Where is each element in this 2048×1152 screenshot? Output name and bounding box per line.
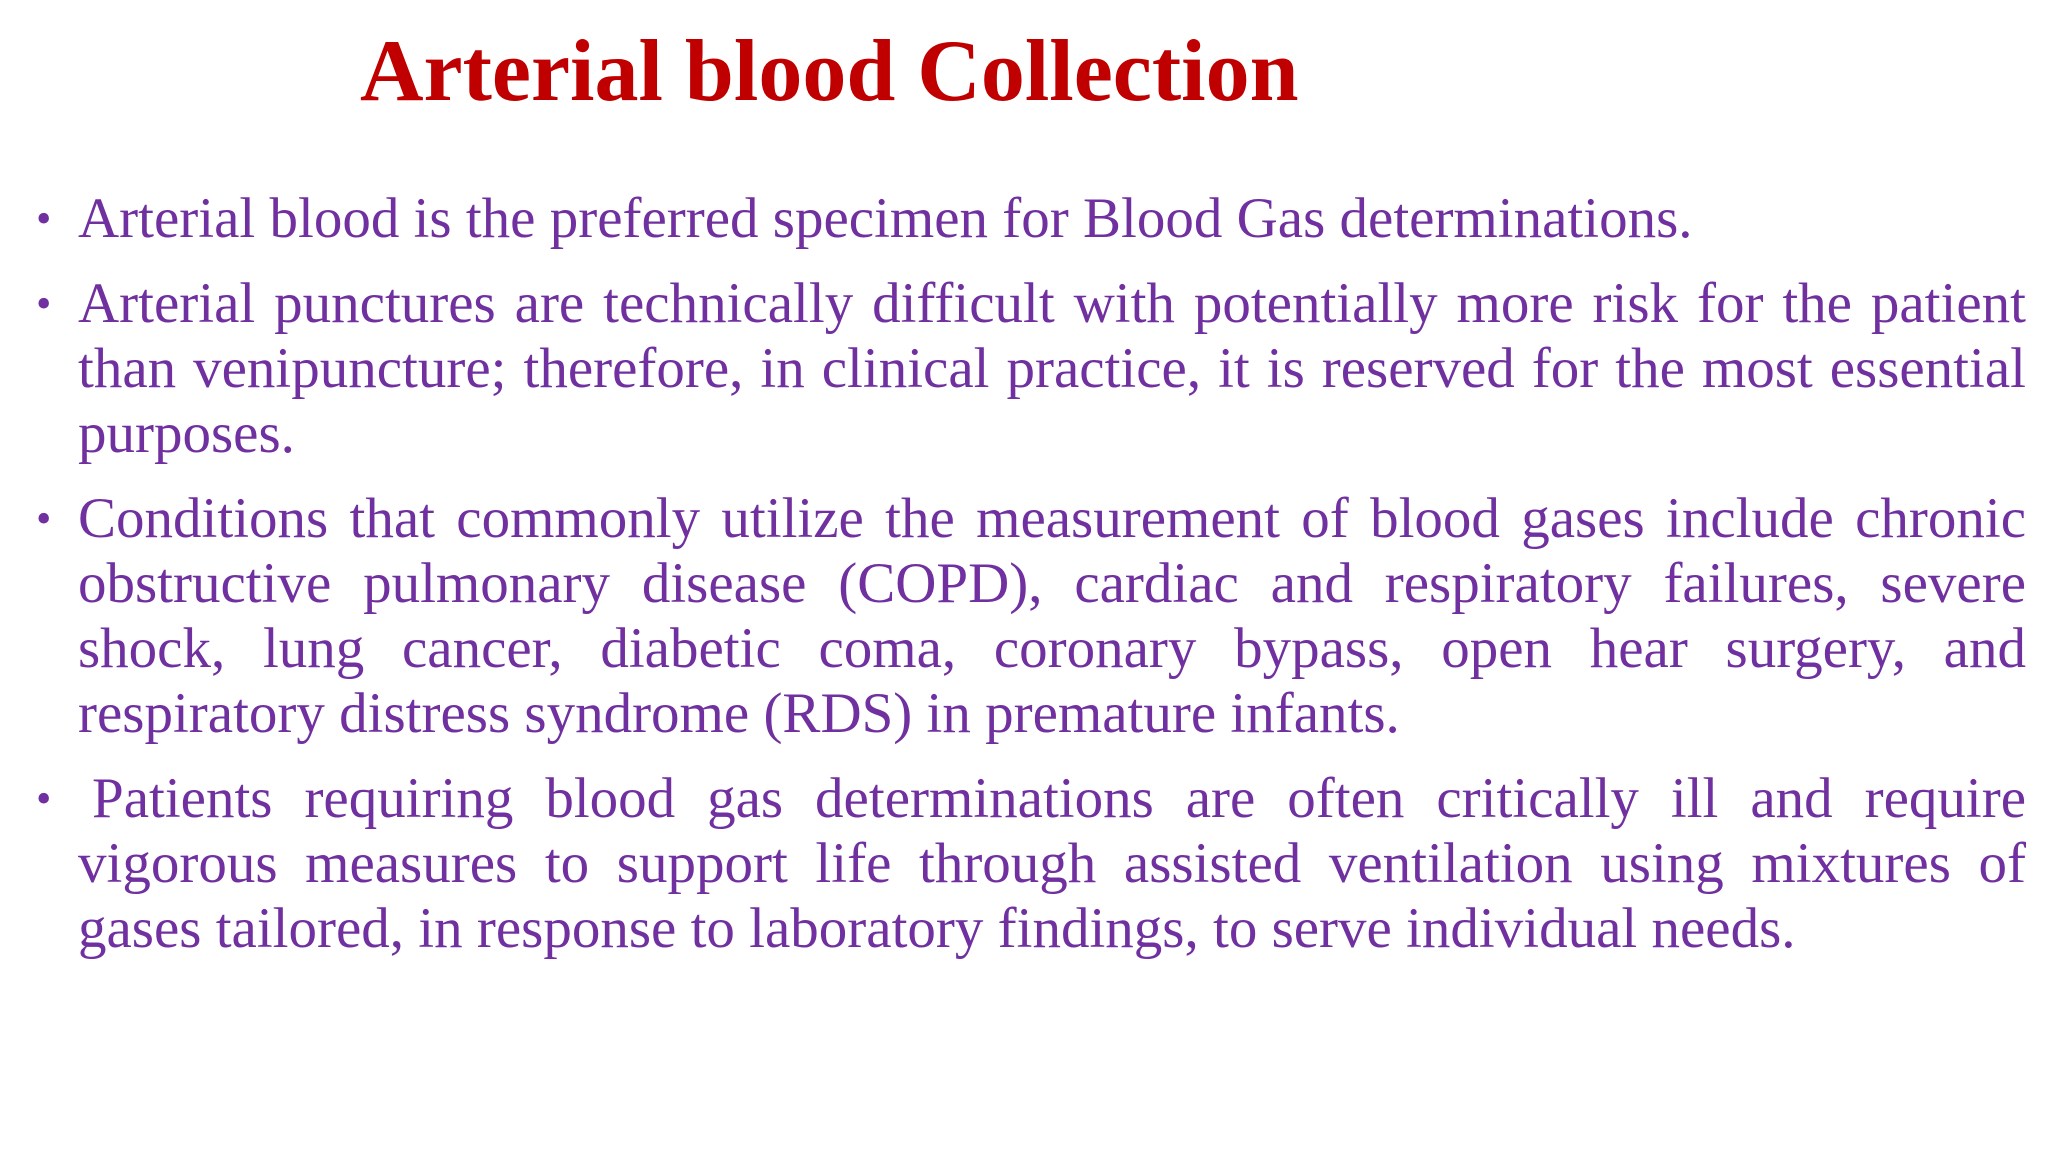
bullet-icon: • xyxy=(36,774,52,823)
bullet-text: Patients requiring blood gas determinations are often critically ill and require vigorous measures to support life through assisted ventilation using mixtures of gases tailored, in response to laboratory findings, to serve individual needs. xyxy=(78,767,2026,960)
bullet-icon: • xyxy=(36,494,52,543)
bullet-item-2 xyxy=(36,271,2026,466)
bullet-item-3 xyxy=(36,486,2026,746)
bullet-list xyxy=(36,186,2026,981)
bullet-icon: • xyxy=(36,194,52,243)
bullet-text: Arterial punctures are technically difficult with potentially more risk for the patient than venipuncture; therefore, in clinical practice, it is reserved for the most essential purposes. xyxy=(78,272,2026,465)
slide-title: Arterial blood Collection xyxy=(360,23,1299,120)
bullet-text: Conditions that commonly utilize the measurement of blood gases include chronic obstructive pulmonary disease (COPD), cardiac and respiratory failures, severe shock, lung cancer, diabetic coma, coronary bypass, open hear surgery, and respiratory distress syndrome (RDS) in premature infants. xyxy=(78,487,2026,745)
bullet-item-4 xyxy=(36,766,2026,961)
bullet-text: Arterial blood is the preferred specimen for Blood Gas determinations. xyxy=(78,187,1693,250)
bullet-item-1 xyxy=(36,186,2026,251)
bullet-icon: • xyxy=(36,279,52,328)
